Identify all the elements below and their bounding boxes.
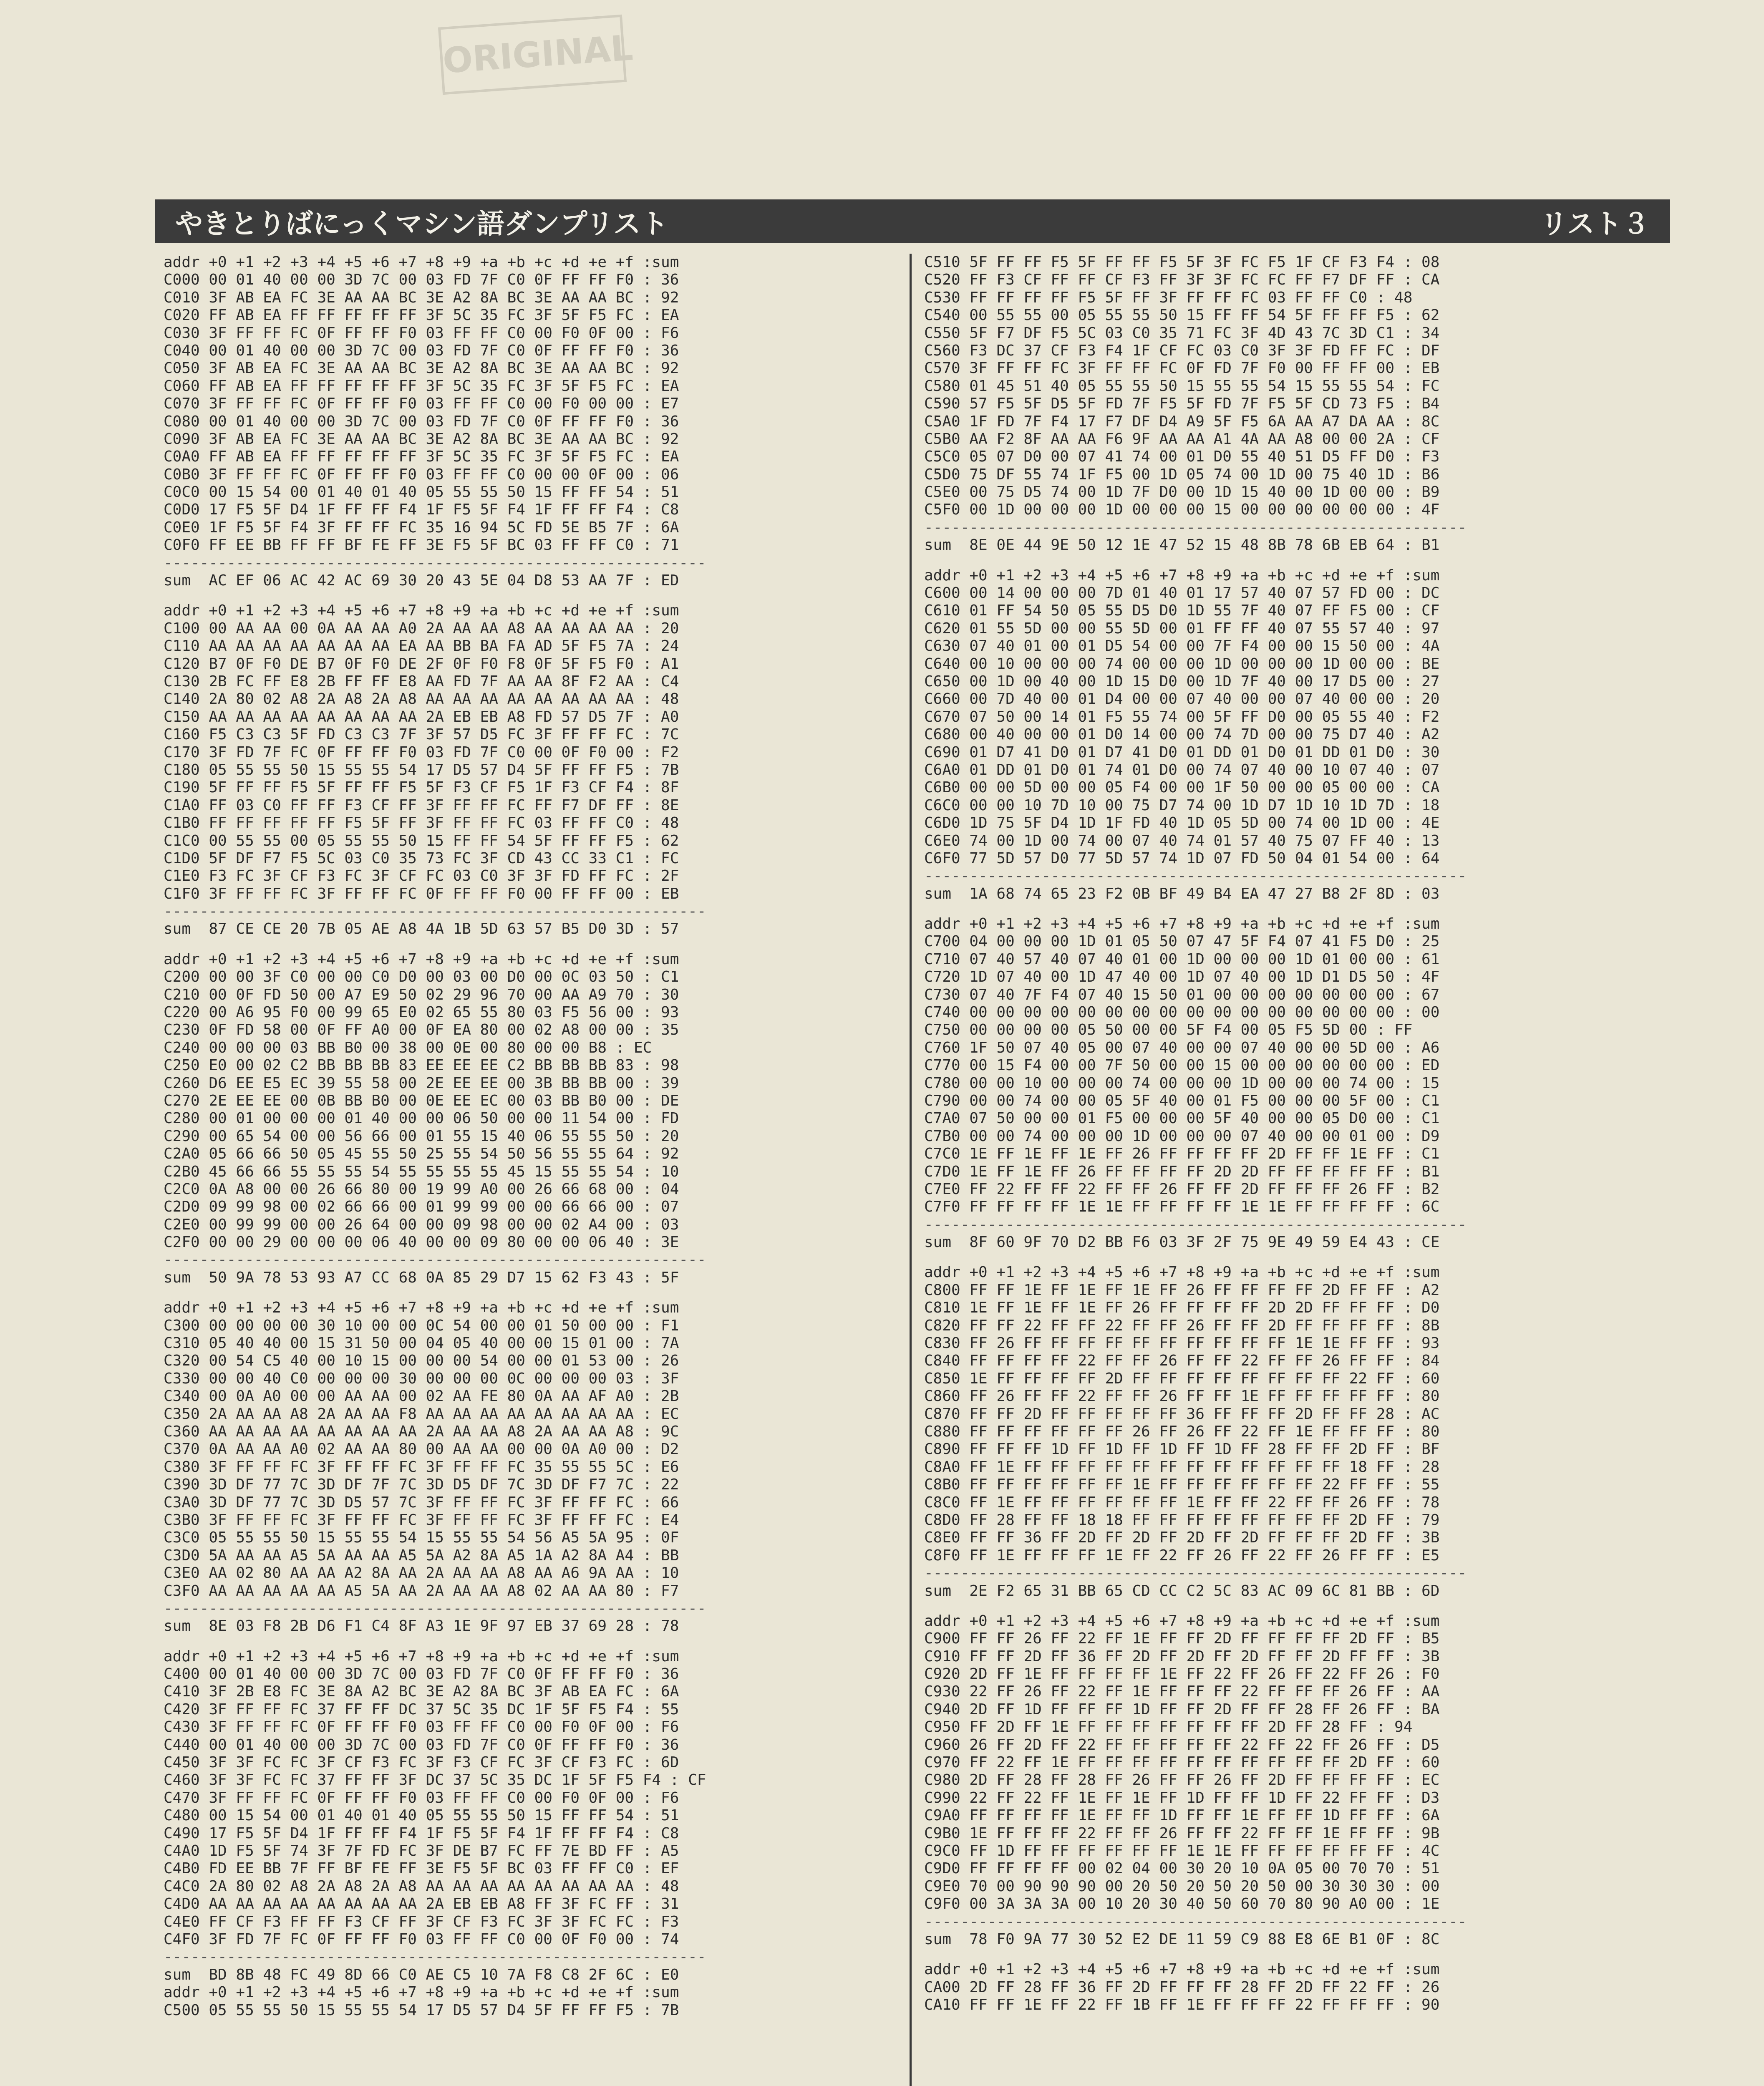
dump-separator: ------------------------------------------------------------ (924, 1216, 1467, 1233)
dump-row: C060 FF AB EA FF FF FF FF FF 3F 5C 35 FC 3F 5F F5 FC : EA (164, 377, 679, 395)
dump-row: C700 04 00 00 00 1D 01 05 50 07 47 5F F4 07 41 F5 D0 : 25 (924, 933, 1440, 950)
dump-row: C0F0 FF EE BB FF FF BF FE FF 3E F5 5F BC 03 FF FF C0 : 71 (164, 537, 679, 554)
dump-row: C770 00 15 F4 00 00 7F 50 00 00 15 00 00 00 00 00 00 : ED (924, 1057, 1440, 1074)
dump-sum-row: sum 8F 60 9F 70 D2 BB F6 03 3F 2F 75 9E 49 59 E4 43 : CE (924, 1234, 1440, 1251)
dump-row: C500 05 55 55 50 15 55 55 54 17 D5 57 D4 5F FF FF F5 : 7B (164, 2001, 679, 2019)
dump-separator: ------------------------------------------------------------ (924, 1564, 1467, 1582)
dump-header-row: addr +0 +1 +2 +3 +4 +5 +6 +7 +8 +9 +a +b +c +d +e +f :sum (924, 1961, 1440, 1978)
dump-row: C0D0 17 F5 5F D4 1F FF FF F4 1F F5 5F F4 1F FF FF F4 : C8 (164, 501, 679, 519)
dump-row: C9A0 FF FF FF FF 1E FF FF 1D FF FF 1E FF FF 1D FF FF : 6A (924, 1807, 1440, 1824)
dump-sum-row: sum 8E 0E 44 9E 50 12 1E 47 52 15 48 8B 78 6B EB 64 : B1 (924, 537, 1440, 554)
dump-row: C680 00 40 00 00 01 D0 14 00 00 74 7D 00 00 75 D7 40 : A2 (924, 726, 1440, 743)
dump-row: C040 00 01 40 00 00 3D 7C 00 03 FD 7F C0 0F FF FF F0 : 36 (164, 342, 679, 359)
dump-row (924, 903, 1671, 915)
dump-row: C130 2B FC FF E8 2B FF FF E8 AA FD 7F AA AA 8F F2 AA : C4 (164, 673, 679, 690)
dump-row (924, 554, 1671, 567)
dump-header-row: addr +0 +1 +2 +3 +4 +5 +6 +7 +8 +9 +a +b +c +d +e +f :sum (924, 1612, 1440, 1630)
dump-row: C890 FF FF FF 1D FF 1D FF 1D FF 1D FF 28 FF FF 2D FF : BF (924, 1441, 1440, 1458)
dump-separator: ------------------------------------------------------------ (924, 519, 1467, 536)
dump-row: C1F0 3F FF FF FC 3F FF FF FC 0F FF FF F0 00 FF FF 00 : EB (164, 885, 679, 902)
dump-column-right (924, 254, 1671, 2086)
list-number-label: リスト３ (1540, 207, 1650, 240)
dump-row: C120 B7 0F F0 DE B7 0F F0 DE 2F 0F F0 F8 0F 5F F5 F0 : A1 (164, 655, 679, 673)
dump-row: C480 00 15 54 00 01 40 01 40 05 55 55 50 15 FF FF 54 : 51 (164, 1807, 679, 1824)
dump-row: C990 22 FF 22 FF 1E FF 1E FF 1D FF FF 1D FF 22 FF FF : D3 (924, 1789, 1440, 1806)
dump-row (924, 1600, 1671, 1612)
list-title: やきとりばにっくマシン語ダンプリスト (175, 207, 668, 240)
dump-row: C0B0 3F FF FF FC 0F FF FF F0 03 FF FF C0 00 00 0F 00 : 06 (164, 466, 679, 483)
dump-row: C610 01 FF 54 50 05 55 D5 D0 1D 55 7F 40 07 FF F5 00 : CF (924, 602, 1440, 620)
dump-row: C0A0 FF AB EA FF FF FF FF FF 3F 5C 35 FC 3F 5F F5 FC : EA (164, 448, 679, 466)
list-header (155, 199, 1670, 243)
dump-row: C460 3F 3F FC FC 37 FF FF 3F DC 37 5C 35 DC 1F 5F F5 F4 : CF (164, 1771, 706, 1789)
dump-row: C850 1E FF FF FF FF 2D FF FF FF FF FF FF FF FF 22 FF : 60 (924, 1370, 1440, 1387)
dump-row: C1B0 FF FF FF FF FF F5 5F FF 3F FF FF FC 03 FF FF C0 : 48 (164, 814, 679, 832)
original-stamp: ORIGINAL (438, 15, 627, 95)
dump-row: C3B0 3F FF FF FC 3F FF FF FC 3F FF FF FC 3F FF FF FC : E4 (164, 1511, 679, 1529)
dump-row: C3C0 05 55 55 50 15 55 55 54 15 55 55 54 56 A5 5A 95 : 0F (164, 1529, 679, 1547)
dump-row: C2B0 45 66 66 55 55 55 54 55 55 55 55 45 15 55 55 54 : 10 (164, 1163, 679, 1180)
dump-row: C940 2D FF 1D FF FF FF 1D FF FF 2D FF FF 28 FF 26 FF : BA (924, 1701, 1440, 1718)
dump-row: C3E0 AA 02 80 AA AA A2 8A AA 2A AA AA A8 AA A6 9A AA : 10 (164, 1564, 679, 1582)
dump-row (164, 938, 902, 951)
dump-header-row: addr +0 +1 +2 +3 +4 +5 +6 +7 +8 +9 +a +b +c +d +e +f :sum (924, 915, 1440, 933)
dump-row: C6C0 00 00 10 7D 10 00 75 D7 74 00 1D D7 1D 10 1D 7D : 18 (924, 796, 1440, 814)
dump-row: C7C0 1E FF 1E FF 1E FF 26 FF FF FF FF 2D FF FF 1E FF : C1 (924, 1145, 1440, 1163)
dump-row: C2C0 0A A8 00 00 26 66 80 00 19 99 A0 00 26 66 68 00 : 04 (164, 1180, 679, 1198)
dump-row: C440 00 01 40 00 00 3D 7C 00 03 FD 7F C0 0F FF FF F0 : 36 (164, 1736, 679, 1753)
dump-row: C870 FF FF 2D FF FF FF FF FF 36 FF FF FF 2D FF FF 28 : AC (924, 1405, 1440, 1423)
dump-row: C490 17 F5 5F D4 1F FF FF F4 1F F5 5F F4 1F FF FF F4 : C8 (164, 1824, 679, 1842)
dump-row: C5B0 AA F2 8F AA AA F6 9F AA AA A1 4A AA A8 00 00 2A : CF (924, 430, 1440, 448)
dump-sum-row: sum 78 F0 9A 77 30 52 E2 DE 11 59 C9 88 E8 6E B1 0F : 8C (924, 1930, 1440, 1948)
dump-sum-row: sum 2E F2 65 31 BB 65 CD CC C2 5C 83 AC 09 6C 81 BB : 6D (924, 1582, 1440, 1600)
dump-row: C190 5F FF FF F5 5F FF FF F5 5F F3 CF F5 1F F3 CF F4 : 8F (164, 779, 679, 796)
dump-row: C840 FF FF FF FF 22 FF FF 26 FF FF 22 FF FF 26 FF FF : 84 (924, 1352, 1440, 1370)
dump-row: C6B0 00 00 5D 00 00 05 F4 00 00 1F 50 00 00 05 00 00 : CA (924, 779, 1440, 796)
dump-row: C820 FF FF 22 FF FF 22 FF FF 26 FF FF 2D FF FF FF FF : 8B (924, 1317, 1440, 1334)
dump-row: C250 E0 00 02 C2 BB BB BB 83 EE EE EE C2 BB BB BB 83 : 98 (164, 1057, 679, 1074)
dump-row: C730 07 40 7F F4 07 40 15 50 01 00 00 00 00 00 00 00 : 67 (924, 986, 1440, 1003)
dump-row: C8E0 FF FF 36 FF 2D FF 2D FF 2D FF 2D FF FF FF 2D FF : 3B (924, 1529, 1440, 1547)
dump-row (924, 1251, 1671, 1264)
dump-row: CA10 FF FF 1E FF 22 FF 1B FF 1E FF FF FF 22 FF FF FF : 90 (924, 1996, 1440, 2014)
dump-row: C450 3F 3F FC FC 3F CF F3 FC 3F F3 CF FC 3F CF F3 FC : 6D (164, 1754, 679, 1771)
dump-row: C390 3D DF 77 7C 3D DF 7F 7C 3D D5 DF 7C 3D DF F7 7C : 22 (164, 1476, 679, 1494)
dump-row: C7B0 00 00 74 00 00 00 1D 00 00 00 07 40 00 00 01 00 : D9 (924, 1127, 1440, 1145)
dump-row: C5D0 75 DF 55 74 1F F5 00 1D 05 74 00 1D 00 75 40 1D : B6 (924, 466, 1440, 483)
dump-row: C9B0 1E FF FF FF 22 FF FF 26 FF FF 22 FF FF 1E FF FF : 9B (924, 1824, 1440, 1842)
dump-row: C710 07 40 57 40 07 40 01 00 1D 00 00 00 1D 01 00 00 : 61 (924, 950, 1440, 968)
dump-separator: ------------------------------------------------------------ (164, 554, 706, 572)
dump-row: C2D0 09 99 98 00 02 66 66 00 01 99 99 00 00 66 66 00 : 07 (164, 1198, 679, 1216)
dump-row: C630 07 40 01 00 01 D5 54 00 00 7F F4 00 00 15 50 00 : 4A (924, 637, 1440, 655)
dump-sum-row: sum BD 8B 48 FC 49 8D 66 C0 AE C5 10 7A F8 C8 2F 6C : E0 (164, 1966, 679, 1983)
dump-row (924, 1948, 1671, 1961)
dump-row: C080 00 01 40 00 00 3D 7C 00 03 FD 7F C0 0F FF FF F0 : 36 (164, 413, 679, 430)
dump-row: C640 00 10 00 00 00 74 00 00 00 1D 00 00 00 1D 00 00 : BE (924, 655, 1440, 673)
dump-header-row: addr +0 +1 +2 +3 +4 +5 +6 +7 +8 +9 +a +b +c +d +e +f :sum (164, 254, 679, 271)
dump-row (164, 1287, 902, 1299)
dump-row: C670 07 50 00 14 01 F5 55 74 00 5F FF D0 00 05 55 40 : F2 (924, 708, 1440, 726)
dump-row: C4E0 FF CF F3 FF FF F3 CF FF 3F CF F3 FC 3F 3F FC FC : F3 (164, 1913, 679, 1930)
dump-separator: ------------------------------------------------------------ (164, 1251, 706, 1269)
dump-row: C8B0 FF FF FF FF FF FF 1E FF FF FF FF FF FF 22 FF FF : 55 (924, 1476, 1440, 1494)
dump-row: C110 AA AA AA AA AA AA AA EA AA BB BA FA AD 5F F5 7A : 24 (164, 637, 679, 655)
dump-row: C530 FF FF FF FF F5 5F FF 3F FF FF FC 03 FF FF C0 : 48 (924, 289, 1413, 306)
dump-row: C050 3F AB EA FC 3E AA AA BC 3E A2 8A BC 3E AA AA BC : 92 (164, 360, 679, 377)
dump-row: C370 0A AA AA A0 02 AA AA 80 00 AA AA 00 00 0A A0 00 : D2 (164, 1441, 679, 1458)
dump-row: C510 5F FF FF F5 5F FF FF F5 5F 3F FC F5 1F CF F3 F4 : 08 (924, 254, 1440, 271)
dump-row: C430 3F FF FF FC 0F FF FF F0 03 FF FF C0 00 F0 0F 00 : F6 (164, 1718, 679, 1736)
dump-row: C1C0 00 55 55 00 05 55 55 50 15 FF FF 54 5F FF FF F5 : 62 (164, 832, 679, 849)
dump-row (164, 1635, 902, 1648)
dump-row (164, 590, 902, 602)
dump-row: C170 3F FD 7F FC 0F FF FF F0 03 FD 7F C0 00 0F F0 00 : F2 (164, 743, 679, 761)
dump-row: C980 2D FF 28 FF 28 FF 26 FF FF 26 FF 2D FF FF FF FF : EC (924, 1771, 1440, 1789)
dump-row: C0E0 1F F5 5F F4 3F FF FF FC 35 16 94 5C FD 5E B5 7F : 6A (164, 519, 679, 536)
dump-row: C1A0 FF 03 C0 FF FF F3 CF FF 3F FF FF FC FF F7 DF FF : 8E (164, 796, 679, 814)
column-divider (910, 254, 912, 2086)
dump-header-row: addr +0 +1 +2 +3 +4 +5 +6 +7 +8 +9 +a +b +c +d +e +f :sum (924, 567, 1440, 584)
dump-row: C400 00 01 40 00 00 3D 7C 00 03 FD 7F C0 0F FF FF F0 : 36 (164, 1665, 679, 1683)
dump-row: C860 FF 26 FF FF 22 FF FF 26 FF FF 1E FF FF FF FF FF : 80 (924, 1388, 1440, 1405)
dump-row: C590 57 F5 5F D5 5F FD 7F F5 5F FD 7F F5 5F CD 73 F5 : B4 (924, 395, 1440, 413)
dump-row: C7F0 FF FF FF FF 1E 1E FF FF FF FF 1E 1E FF FF FF FF : 6C (924, 1198, 1440, 1216)
dump-row: C920 2D FF 1E FF FF FF FF 1E FF 22 FF 26 FF 22 FF 26 : F0 (924, 1665, 1440, 1683)
dump-row: C9C0 FF 1D FF FF FF FF FF FF 1E 1E FF FF FF FF FF FF : 4C (924, 1842, 1440, 1859)
dump-sum-row: sum 87 CE CE 20 7B 05 AE A8 4A 1B 5D 63 57 B5 D0 3D : 57 (164, 920, 679, 938)
dump-row: C8C0 FF 1E FF FF FF FF FF FF 1E FF FF 22 FF FF 26 FF : 78 (924, 1494, 1440, 1511)
dump-header-row: addr +0 +1 +2 +3 +4 +5 +6 +7 +8 +9 +a +b +c +d +e +f :sum (164, 950, 679, 968)
dump-row: C960 26 FF 2D FF 22 FF FF FF FF FF 22 FF 22 FF 26 FF : D5 (924, 1736, 1440, 1753)
dump-row: C160 F5 C3 C3 5F FD C3 C3 7F 3F 57 D5 FC 3F FF FF FC : 7C (164, 726, 679, 743)
dump-row: C740 00 00 00 00 00 00 00 00 00 00 00 00 00 00 00 00 : 00 (924, 1004, 1440, 1021)
dump-separator: ------------------------------------------------------------ (164, 903, 706, 920)
dump-row: C230 0F FD 58 00 0F FF A0 00 0F EA 80 00 02 A8 00 00 : 35 (164, 1021, 679, 1039)
dump-row: C010 3F AB EA FC 3E AA AA BC 3E A2 8A BC 3E AA AA BC : 92 (164, 289, 679, 306)
dump-row: C320 00 54 C5 40 00 10 15 00 00 00 54 00 00 01 53 00 : 26 (164, 1352, 679, 1370)
dump-row: C2E0 00 99 99 00 00 26 64 00 00 09 98 00 00 02 A4 00 : 03 (164, 1216, 679, 1233)
dump-row: C6F0 77 5D 57 D0 77 5D 57 74 1D 07 FD 50 04 01 54 00 : 64 (924, 849, 1440, 867)
dump-row: C260 D6 EE E5 EC 39 55 58 00 2E EE EE 00 3B BB BB 00 : 39 (164, 1074, 679, 1092)
dump-row: C3F0 AA AA AA AA AA A5 5A AA 2A AA AA A8 02 AA AA 80 : F7 (164, 1582, 679, 1600)
dump-separator: ------------------------------------------------------------ (924, 867, 1467, 885)
dump-row: C350 2A AA AA A8 2A AA AA F8 AA AA AA AA AA AA AA AA : EC (164, 1405, 679, 1423)
dump-row: C4F0 3F FD 7F FC 0F FF FF F0 03 FF FF C0 00 0F F0 00 : 74 (164, 1930, 679, 1948)
dump-row: C5C0 05 07 D0 00 07 41 74 00 01 D0 55 40 51 D5 FF D0 : F3 (924, 448, 1440, 466)
dump-row: C6A0 01 DD 01 D0 01 74 01 D0 00 74 07 40 00 10 07 40 : 07 (924, 761, 1440, 778)
dump-row: C550 5F F7 DF F5 5C 03 C0 35 71 FC 3F 4D 43 7C 3D C1 : 34 (924, 324, 1440, 342)
dump-row: C1D0 5F DF F7 F5 5C 03 C0 35 73 FC 3F CD 43 CC 33 C1 : FC (164, 849, 679, 867)
dump-row: C910 FF FF 2D FF 36 FF 2D FF 2D FF 2D FF FF 2D FF FF : 3B (924, 1648, 1440, 1665)
dump-separator: ------------------------------------------------------------ (164, 1600, 706, 1617)
dump-row: C300 00 00 00 00 30 10 00 00 0C 54 00 00 01 50 00 00 : F1 (164, 1317, 679, 1334)
dump-row: C810 1E FF 1E FF 1E FF 26 FF FF FF FF 2D 2D FF FF FF : D0 (924, 1299, 1440, 1317)
dump-row: C310 05 40 40 00 15 31 50 00 04 05 40 00 00 15 01 00 : 7A (164, 1335, 679, 1352)
dump-sum-row: sum AC EF 06 AC 42 AC 69 30 20 43 5E 04 D8 53 AA 7F : ED (164, 572, 679, 590)
dump-separator: ------------------------------------------------------------ (924, 1913, 1467, 1930)
dump-row: C410 3F 2B E8 FC 3E 8A A2 BC 3E A2 8A BC 3F AB EA FC : 6A (164, 1683, 679, 1701)
dump-sum-row: sum 50 9A 78 53 93 A7 CC 68 0A 85 29 D7 15 62 F3 43 : 5F (164, 1269, 679, 1286)
dump-row: C780 00 00 10 00 00 00 74 00 00 00 1D 00 00 00 74 00 : 15 (924, 1074, 1440, 1092)
dump-row: C380 3F FF FF FC 3F FF FF FC 3F FF FF FC 35 55 55 5C : E6 (164, 1458, 679, 1476)
dump-row: CA00 2D FF 28 FF 36 FF 2D FF FF FF 28 FF 2D FF 22 FF : 26 (924, 1978, 1440, 1996)
dump-row: C540 00 55 55 00 05 55 55 50 15 FF FF 54 5F FF FF F5 : 62 (924, 307, 1440, 324)
dump-header-row: addr +0 +1 +2 +3 +4 +5 +6 +7 +8 +9 +a +b +c +d +e +f :sum (164, 1299, 679, 1317)
dump-column-left (164, 254, 902, 2086)
dump-row: C100 00 AA AA 00 0A AA AA A0 2A AA AA A8 AA AA AA AA : 20 (164, 620, 679, 637)
dump-separator: ------------------------------------------------------------ (164, 1948, 706, 1966)
dump-row: C0C0 00 15 54 00 01 40 01 40 05 55 55 50 15 FF FF 54 : 51 (164, 484, 679, 501)
dump-row: C7E0 FF 22 FF FF 22 FF FF 26 FF FF 2D FF FF FF 26 FF : B2 (924, 1180, 1440, 1198)
dump-row: C000 00 01 40 00 00 3D 7C 00 03 FD 7F C0 0F FF FF F0 : 36 (164, 271, 679, 289)
dump-row: C520 FF F3 CF FF FF CF F3 FF 3F 3F FC FC FF F7 DF FF : CA (924, 271, 1440, 289)
dump-row: C620 01 55 5D 00 00 55 5D 00 01 FF FF 40 07 55 57 40 : 97 (924, 620, 1440, 637)
dump-row: C9E0 70 00 90 90 90 00 20 50 20 50 20 50 00 30 30 30 : 00 (924, 1877, 1440, 1895)
dump-row: C880 FF FF FF FF FF FF 26 FF 26 FF 22 FF 1E FF FF FF : 80 (924, 1423, 1440, 1440)
dump-row: C210 00 0F FD 50 00 A7 E9 50 02 29 96 70 00 AA A9 70 : 30 (164, 986, 679, 1003)
dump-sum-row: sum 8E 03 F8 2B D6 F1 C4 8F A3 1E 9F 97 EB 37 69 28 : 78 (164, 1617, 679, 1635)
dump-row: C090 3F AB EA FC 3E AA AA BC 3E A2 8A BC 3E AA AA BC : 92 (164, 430, 679, 448)
dump-row: C3D0 5A AA AA A5 5A AA AA A5 5A A2 8A A5 1A A2 8A A4 : BB (164, 1547, 679, 1564)
dump-header-row: addr +0 +1 +2 +3 +4 +5 +6 +7 +8 +9 +a +b +c +d +e +f :sum (164, 1648, 679, 1665)
dump-row: C290 00 65 54 00 00 56 66 00 01 55 15 40 06 55 55 50 : 20 (164, 1127, 679, 1145)
dump-row: C720 1D 07 40 00 1D 47 40 00 1D 07 40 00 1D D1 D5 50 : 4F (924, 968, 1440, 986)
dump-row: C7A0 07 50 00 00 01 F5 00 00 00 5F 40 00 00 05 D0 00 : C1 (924, 1110, 1440, 1127)
dump-row: C8D0 FF 28 FF FF 18 18 FF FF FF FF FF FF FF FF 2D FF : 79 (924, 1511, 1440, 1529)
dump-row: C2A0 05 66 66 50 05 45 55 50 25 55 54 50 56 55 55 64 : 92 (164, 1145, 679, 1163)
dump-row: C4D0 AA AA AA AA AA AA AA AA 2A EB EB A8 FF 3F FC FF : 31 (164, 1895, 679, 1913)
dump-row: C930 22 FF 26 FF 22 FF 1E FF FF FF 22 FF FF FF 26 FF : AA (924, 1683, 1440, 1701)
dump-row: C6E0 74 00 1D 00 74 00 07 40 74 01 57 40 75 07 FF 40 : 13 (924, 832, 1440, 849)
dump-row: C760 1F 50 07 40 05 00 07 40 00 00 07 40 00 00 5D 00 : A6 (924, 1039, 1440, 1056)
dump-row: C830 FF 26 FF FF FF FF FF FF FF FF FF FF 1E 1E FF FF : 93 (924, 1335, 1440, 1352)
dump-row: C800 FF FF 1E FF 1E FF 1E FF 26 FF FF FF FF 2D FF FF : A2 (924, 1281, 1440, 1299)
dump-row: C690 01 D7 41 D0 01 D7 41 D0 01 DD 01 D0 01 DD 01 D0 : 30 (924, 743, 1440, 761)
dump-row: C030 3F FF FF FC 0F FF FF F0 03 FF FF C0 00 F0 0F 00 : F6 (164, 324, 679, 342)
dump-row: C660 00 7D 40 00 01 D4 00 00 07 40 00 00 07 40 00 00 : 20 (924, 690, 1440, 708)
dump-row: C600 00 14 00 00 00 7D 01 40 01 17 57 40 07 57 FD 00 : DC (924, 584, 1440, 602)
dump-row: C5F0 00 1D 00 00 00 1D 00 00 00 15 00 00 00 00 00 00 : 4F (924, 501, 1440, 519)
dump-row: C4B0 FD EE BB 7F FF BF FE FF 3E F5 5F BC 03 FF FF C0 : EF (164, 1860, 679, 1877)
dump-row: C470 3F FF FF FC 0F FF FF F0 03 FF FF C0 00 F0 0F 00 : F6 (164, 1789, 679, 1806)
dump-row: C970 FF 22 FF 1E FF FF FF FF FF FF FF FF FF FF 2D FF : 60 (924, 1754, 1440, 1771)
dump-row: C180 05 55 55 50 15 55 55 54 17 D5 57 D4 5F FF FF F5 : 7B (164, 761, 679, 778)
dump-row: C2F0 00 00 29 00 00 00 06 40 00 00 09 80 00 00 06 40 : 3E (164, 1234, 679, 1251)
dump-row: C340 00 0A A0 00 00 AA AA 00 02 AA FE 80 0A AA AF A0 : 2B (164, 1388, 679, 1405)
dump-row: C950 FF 2D FF 1E FF FF FF FF FF FF FF 2D FF 28 FF : 94 (924, 1718, 1413, 1736)
dump-row: C7D0 1E FF 1E FF 26 FF FF FF FF 2D 2D FF FF FF FF FF : B1 (924, 1163, 1440, 1180)
dump-row: C150 AA AA AA AA AA AA AA AA 2A EB EB A8 FD 57 D5 7F : A0 (164, 708, 679, 726)
dump-row: C200 00 00 3F C0 00 00 C0 D0 00 03 00 D0 00 0C 03 50 : C1 (164, 968, 679, 986)
dump-row: C6D0 1D 75 5F D4 1D 1F FD 40 1D 05 5D 00 74 00 1D 00 : 4E (924, 814, 1440, 832)
dump-row: C4A0 1D F5 5F 74 3F 7F FD FC 3F DE B7 FC FF 7E BD FF : A5 (164, 1842, 679, 1859)
dump-row: C280 00 01 00 00 00 01 40 00 00 06 50 00 00 11 54 00 : FD (164, 1110, 679, 1127)
dump-row: C3A0 3D DF 77 7C 3D D5 57 7C 3F FF FF FC 3F FF FF FC : 66 (164, 1494, 679, 1511)
dump-header-row: addr +0 +1 +2 +3 +4 +5 +6 +7 +8 +9 +a +b +c +d +e +f :sum (164, 602, 679, 620)
dump-row: C360 AA AA AA AA AA AA AA AA 2A AA AA A8 2A AA AA A8 : 9C (164, 1423, 679, 1440)
dump-row: C140 2A 80 02 A8 2A A8 2A A8 AA AA AA AA AA AA AA AA : 48 (164, 690, 679, 708)
dump-row: C560 F3 DC 37 CF F3 F4 1F CF FC 03 C0 3F 3F FD FF FC : DF (924, 342, 1440, 359)
dump-header-row: addr +0 +1 +2 +3 +4 +5 +6 +7 +8 +9 +a +b +c +d +e +f :sum (924, 1264, 1440, 1281)
dump-row: C240 00 00 00 03 BB B0 00 38 00 0E 00 80 00 00 B8 : EC (164, 1039, 652, 1056)
dump-row: C8A0 FF 1E FF FF FF FF FF FF FF FF FF FF FF FF 18 FF : 28 (924, 1458, 1440, 1476)
dump-row: C580 01 45 51 40 05 55 55 50 15 55 55 54 15 55 55 54 : FC (924, 377, 1440, 395)
dump-row: C650 00 1D 00 40 00 1D 15 D0 00 1D 7F 40 00 17 D5 00 : 27 (924, 673, 1440, 690)
dump-row: C420 3F FF FF FC 37 FF FF DC 37 5C 35 DC 1F 5F F5 F4 : 55 (164, 1701, 679, 1718)
dump-row: C570 3F FF FF FC 3F FF FF FC 0F FD 7F F0 00 FF FF 00 : EB (924, 360, 1440, 377)
dump-header-row: addr +0 +1 +2 +3 +4 +5 +6 +7 +8 +9 +a +b +c +d +e +f :sum (164, 1984, 679, 2001)
dump-row: C020 FF AB EA FF FF FF FF FF 3F 5C 35 FC 3F 5F F5 FC : EA (164, 307, 679, 324)
dump-row: C790 00 00 74 00 00 05 5F 40 00 01 F5 00 00 00 5F 00 : C1 (924, 1092, 1440, 1109)
dump-row: C900 FF FF 26 FF 22 FF 1E FF FF 2D FF FF FF FF 2D FF : B5 (924, 1630, 1440, 1648)
dump-row: C9D0 FF FF FF FF 00 02 04 00 30 20 10 0A 05 00 70 70 : 51 (924, 1860, 1440, 1877)
dump-row: C220 00 A6 95 F0 00 99 65 E0 02 65 55 80 03 F5 56 00 : 93 (164, 1004, 679, 1021)
dump-row: C330 00 00 40 C0 00 00 00 30 00 00 00 0C 00 00 00 03 : 3F (164, 1370, 679, 1387)
dump-sum-row: sum 1A 68 74 65 23 F2 0B BF 49 B4 EA 47 27 B8 2F 8D : 03 (924, 885, 1440, 902)
dump-row: C1E0 F3 FC 3F CF F3 FC 3F CF FC 03 C0 3F 3F FD FF FC : 2F (164, 867, 679, 885)
dump-row: C9F0 00 3A 3A 3A 00 10 20 30 40 50 60 70 80 90 A0 00 : 1E (924, 1895, 1440, 1913)
dump-row: C4C0 2A 80 02 A8 2A A8 2A A8 AA AA AA AA AA AA AA AA : 48 (164, 1877, 679, 1895)
dump-row: C270 2E EE EE 00 0B BB B0 00 0E EE EC 00 03 BB B0 00 : DE (164, 1092, 679, 1109)
dump-row: C5E0 00 75 D5 74 00 1D 7F D0 00 1D 15 40 00 1D 00 00 : B9 (924, 484, 1440, 501)
dump-row: C070 3F FF FF FC 0F FF FF F0 03 FF FF C0 00 F0 00 00 : E7 (164, 395, 679, 413)
dump-row: C750 00 00 00 00 05 50 00 00 5F F4 00 05 F5 5D 00 : FF (924, 1021, 1413, 1039)
dump-row: C5A0 1F FD 7F F4 17 F7 DF D4 A9 5F F5 6A AA A7 DA AA : 8C (924, 413, 1440, 430)
dump-row: C8F0 FF 1E FF FF FF 1E FF 22 FF 26 FF 22 FF 26 FF FF : E5 (924, 1547, 1440, 1564)
